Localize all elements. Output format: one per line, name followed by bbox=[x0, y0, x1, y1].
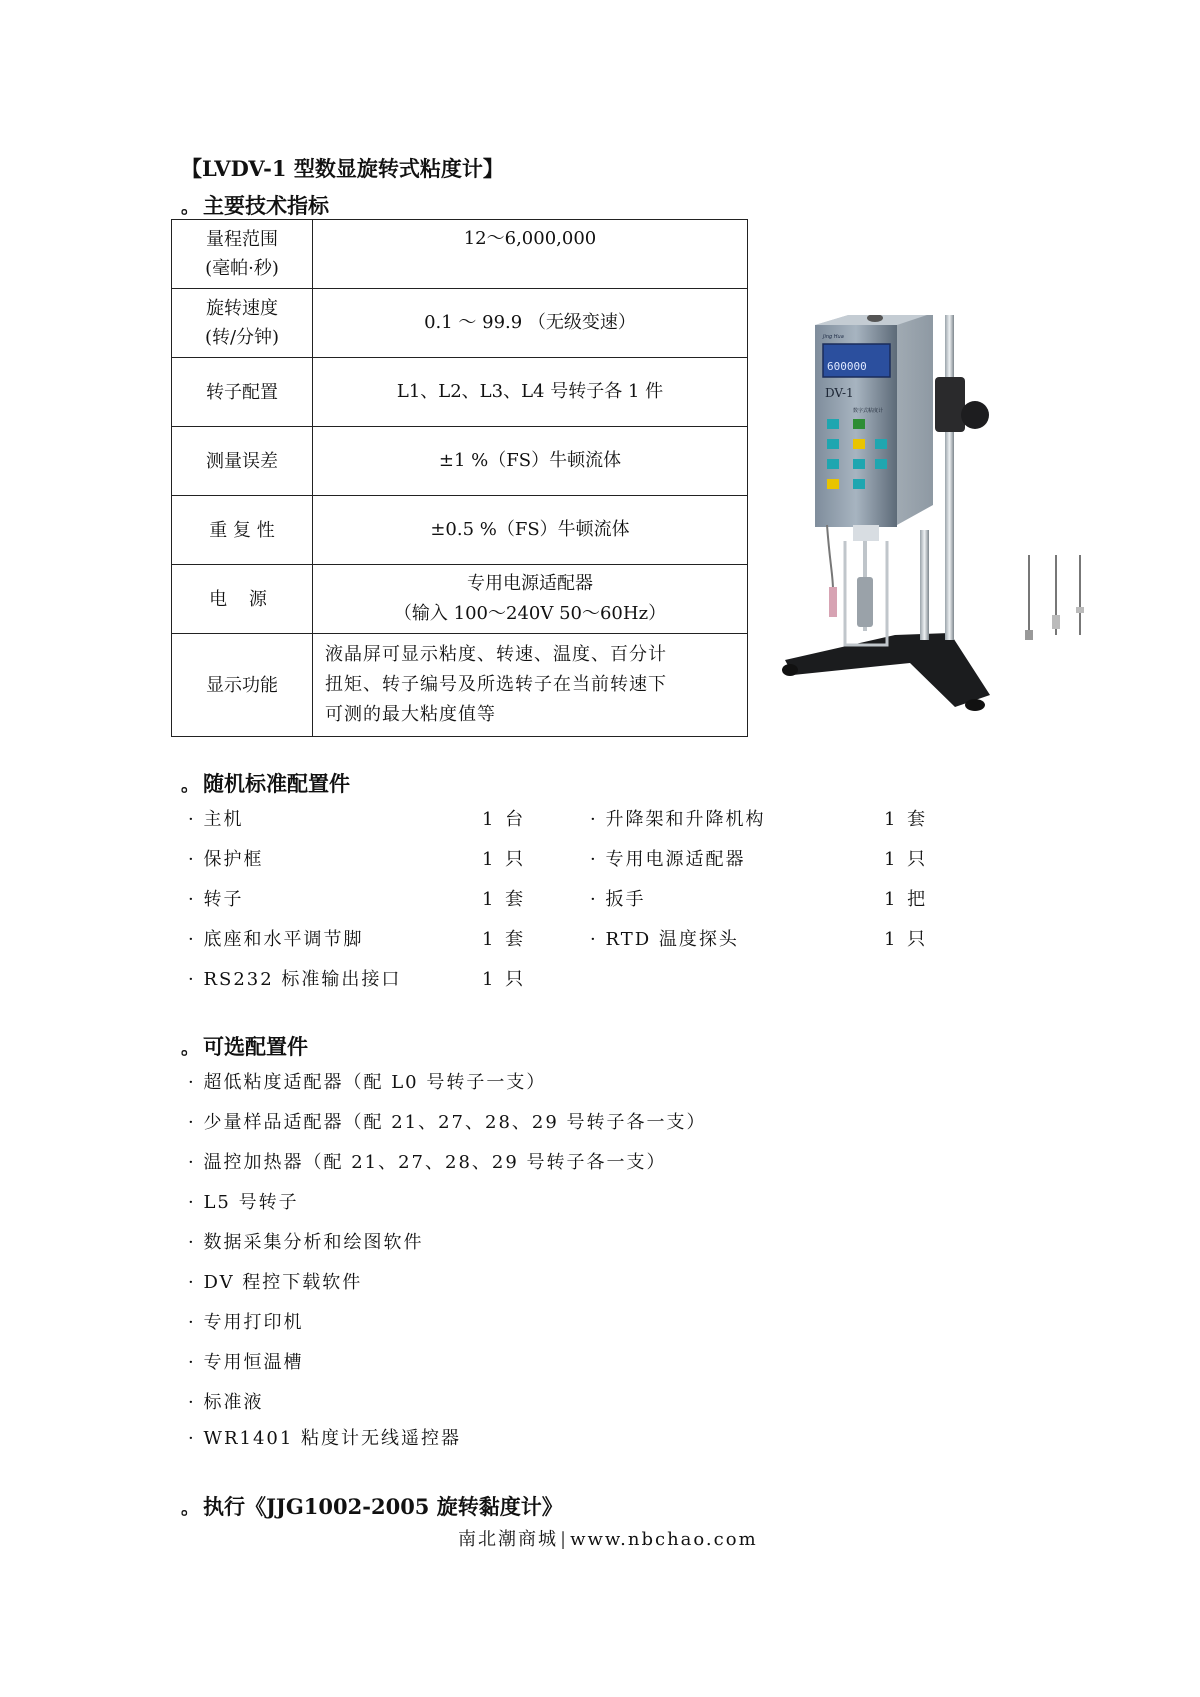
spec-value bbox=[313, 220, 748, 289]
item-bullet: · bbox=[188, 1272, 196, 1293]
item-name: RS232 标准输出接口 bbox=[203, 969, 402, 990]
section-heading-standard bbox=[181, 768, 350, 798]
spec-value-line: 专用电源适配器 bbox=[467, 573, 593, 594]
model-label: DV-1 bbox=[825, 386, 854, 400]
list-item bbox=[188, 1424, 461, 1450]
spec-key bbox=[172, 220, 313, 289]
item-name: 标准液 bbox=[203, 1392, 264, 1413]
spec-key-line: 重 复 性 bbox=[209, 519, 275, 541]
spec-key-line: 测量误差 bbox=[206, 450, 278, 472]
section-title: 主要技术指标 bbox=[203, 193, 329, 218]
list-item bbox=[188, 1228, 423, 1254]
item-bullet: · bbox=[188, 1232, 196, 1253]
list-item bbox=[188, 1308, 303, 1334]
main-unit bbox=[815, 315, 933, 527]
item-name: 转子 bbox=[203, 889, 244, 910]
spec-key-line: (转/分钟) bbox=[204, 327, 280, 348]
item-qty: 1 只 bbox=[482, 969, 527, 990]
item-name: RTD 温度探头 bbox=[605, 929, 739, 950]
spec-row-display bbox=[172, 634, 748, 737]
item-bullet: · bbox=[188, 889, 196, 910]
spec-value-line: ±1 %（FS）牛顿流体 bbox=[438, 450, 622, 471]
footer-site-name: 南北潮商城 bbox=[458, 1529, 558, 1550]
spec-value bbox=[313, 427, 748, 496]
item-bullet: · bbox=[188, 929, 196, 950]
item-bullet: · bbox=[188, 1392, 196, 1413]
list-item bbox=[188, 965, 401, 991]
item-name: 少量样品适配器（配 21、27、28、29 号转子各一支） bbox=[203, 1112, 707, 1133]
footer-url[interactable]: www.nbchao.com bbox=[570, 1529, 758, 1550]
lcd-readout: 600000 bbox=[827, 360, 867, 373]
item-name: 主机 bbox=[203, 809, 244, 830]
spec-row-repeatability bbox=[172, 496, 748, 565]
section-bullet: 。 bbox=[181, 197, 199, 218]
spec-value-line: L1、L2、L3、L4 号转子各 1 件 bbox=[396, 381, 664, 402]
list-item bbox=[590, 845, 745, 871]
item-qty: 1 只 bbox=[884, 929, 929, 950]
section-title: 随机标准配置件 bbox=[203, 771, 350, 796]
spec-row-speed bbox=[172, 289, 748, 358]
spec-key-line: 量程范围 bbox=[206, 229, 278, 250]
spec-key bbox=[172, 427, 313, 496]
spec-value bbox=[313, 634, 748, 737]
list-item bbox=[188, 1188, 299, 1214]
section-heading-standard-compliance bbox=[181, 1491, 563, 1521]
item-bullet: · bbox=[188, 809, 196, 830]
item-qty: 1 套 bbox=[482, 889, 527, 910]
item-bullet: · bbox=[590, 809, 598, 830]
list-item bbox=[188, 1388, 263, 1414]
item-qty: 1 只 bbox=[482, 849, 527, 870]
spec-key bbox=[172, 289, 313, 358]
document-title: 【LVDV-1 型数显旋转式粘度计】 bbox=[181, 156, 504, 181]
list-item bbox=[188, 845, 263, 871]
item-bullet: · bbox=[188, 1352, 196, 1373]
spindle-assembly bbox=[827, 525, 887, 645]
support-rod bbox=[920, 530, 929, 640]
list-item bbox=[590, 885, 645, 911]
viscometer-illustration bbox=[775, 315, 1135, 725]
stand-rod bbox=[945, 315, 954, 640]
spare-spindles-icon bbox=[1025, 555, 1084, 640]
spec-row-spindles bbox=[172, 358, 748, 427]
spec-row-power bbox=[172, 565, 748, 634]
list-item bbox=[188, 885, 243, 911]
spec-key bbox=[172, 634, 313, 737]
spec-key bbox=[172, 565, 313, 634]
list-item bbox=[188, 1348, 303, 1374]
list-item bbox=[188, 1068, 546, 1094]
footer-separator: | bbox=[560, 1529, 569, 1550]
section-title: 可选配置件 bbox=[203, 1034, 308, 1059]
item-qty: 1 只 bbox=[884, 849, 929, 870]
item-name: DV 程控下载软件 bbox=[203, 1272, 363, 1293]
item-name: 升降架和升降机构 bbox=[605, 809, 766, 830]
item-bullet: · bbox=[188, 1312, 196, 1333]
spec-value bbox=[313, 565, 748, 634]
panel-label: 数字式粘度计 bbox=[853, 408, 884, 414]
spec-value-line: （输入 100～240V 50～60Hz） bbox=[393, 603, 667, 624]
spec-key-line: 旋转速度 bbox=[206, 298, 278, 319]
spec-value-line: 扭矩、转子编号及所选转子在当前转速下 bbox=[325, 674, 667, 695]
spec-row-range bbox=[172, 220, 748, 289]
spec-table bbox=[171, 219, 748, 737]
list-item bbox=[590, 805, 765, 831]
section-bullet: 。 bbox=[181, 775, 199, 796]
spec-key-line: (毫帕·秒) bbox=[205, 258, 279, 279]
item-qty: 1 套 bbox=[482, 929, 527, 950]
spec-value bbox=[313, 289, 748, 358]
item-name: 专用打印机 bbox=[203, 1312, 304, 1333]
list-item bbox=[188, 805, 243, 831]
brand-logo: Jing Hua bbox=[823, 334, 844, 340]
section-heading-optional bbox=[181, 1031, 308, 1061]
item-bullet: · bbox=[590, 849, 598, 870]
list-item bbox=[188, 1108, 707, 1134]
item-qty: 1 套 bbox=[884, 809, 929, 830]
section-bullet: 。 bbox=[181, 1038, 199, 1059]
spec-value bbox=[313, 496, 748, 565]
item-qty: 1 台 bbox=[482, 809, 527, 830]
item-name: 超低粘度适配器（配 L0 号转子一支） bbox=[203, 1072, 547, 1093]
item-name: L5 号转子 bbox=[203, 1192, 299, 1213]
item-bullet: · bbox=[188, 849, 196, 870]
item-bullet: · bbox=[188, 969, 196, 990]
spec-value-line: 可测的最大粘度值等 bbox=[325, 704, 496, 725]
section-bullet: 。 bbox=[181, 1498, 199, 1519]
spec-value-line: 12～6,000,000 bbox=[463, 228, 597, 249]
item-name: WR1401 粘度计无线遥控器 bbox=[203, 1428, 462, 1449]
item-qty: 1 把 bbox=[884, 889, 929, 910]
spec-row-error bbox=[172, 427, 748, 496]
spec-key bbox=[172, 496, 313, 565]
item-name: 扳手 bbox=[605, 889, 646, 910]
item-bullet: · bbox=[590, 889, 598, 910]
item-name: 专用恒温槽 bbox=[203, 1352, 304, 1373]
spec-value bbox=[313, 358, 748, 427]
item-name: 数据采集分析和绘图软件 bbox=[203, 1232, 424, 1253]
item-bullet: · bbox=[188, 1428, 196, 1449]
spec-key-line: 电 源 bbox=[209, 588, 275, 610]
item-bullet: · bbox=[590, 929, 598, 950]
list-item bbox=[188, 1148, 667, 1174]
item-name: 保护框 bbox=[203, 849, 264, 870]
item-bullet: · bbox=[188, 1152, 196, 1173]
section-heading-specs bbox=[181, 190, 329, 220]
spec-value-line: ±0.5 %（FS）牛顿流体 bbox=[430, 519, 630, 540]
item-bullet: · bbox=[188, 1072, 196, 1093]
spec-key-line: 显示功能 bbox=[206, 674, 278, 696]
list-item bbox=[188, 925, 363, 951]
item-bullet: · bbox=[188, 1112, 196, 1133]
item-name: 底座和水平调节脚 bbox=[203, 929, 364, 950]
item-name: 专用电源适配器 bbox=[605, 849, 746, 870]
section-title: 执行《JJG1002-2005 旋转黏度计》 bbox=[203, 1494, 563, 1519]
spec-key-line: 转子配置 bbox=[206, 381, 278, 403]
height-knob-icon bbox=[935, 377, 989, 432]
spec-key bbox=[172, 358, 313, 427]
list-item bbox=[590, 925, 739, 951]
footer bbox=[458, 1525, 758, 1551]
spec-value-line: 液晶屏可显示粘度、转速、温度、百分计 bbox=[325, 644, 667, 665]
spec-value-line: 0.1 ～ 99.9 （无级变速） bbox=[424, 312, 636, 333]
list-item bbox=[188, 1268, 362, 1294]
item-name: 温控加热器（配 21、27、28、29 号转子各一支） bbox=[203, 1152, 667, 1173]
item-bullet: · bbox=[188, 1192, 196, 1213]
